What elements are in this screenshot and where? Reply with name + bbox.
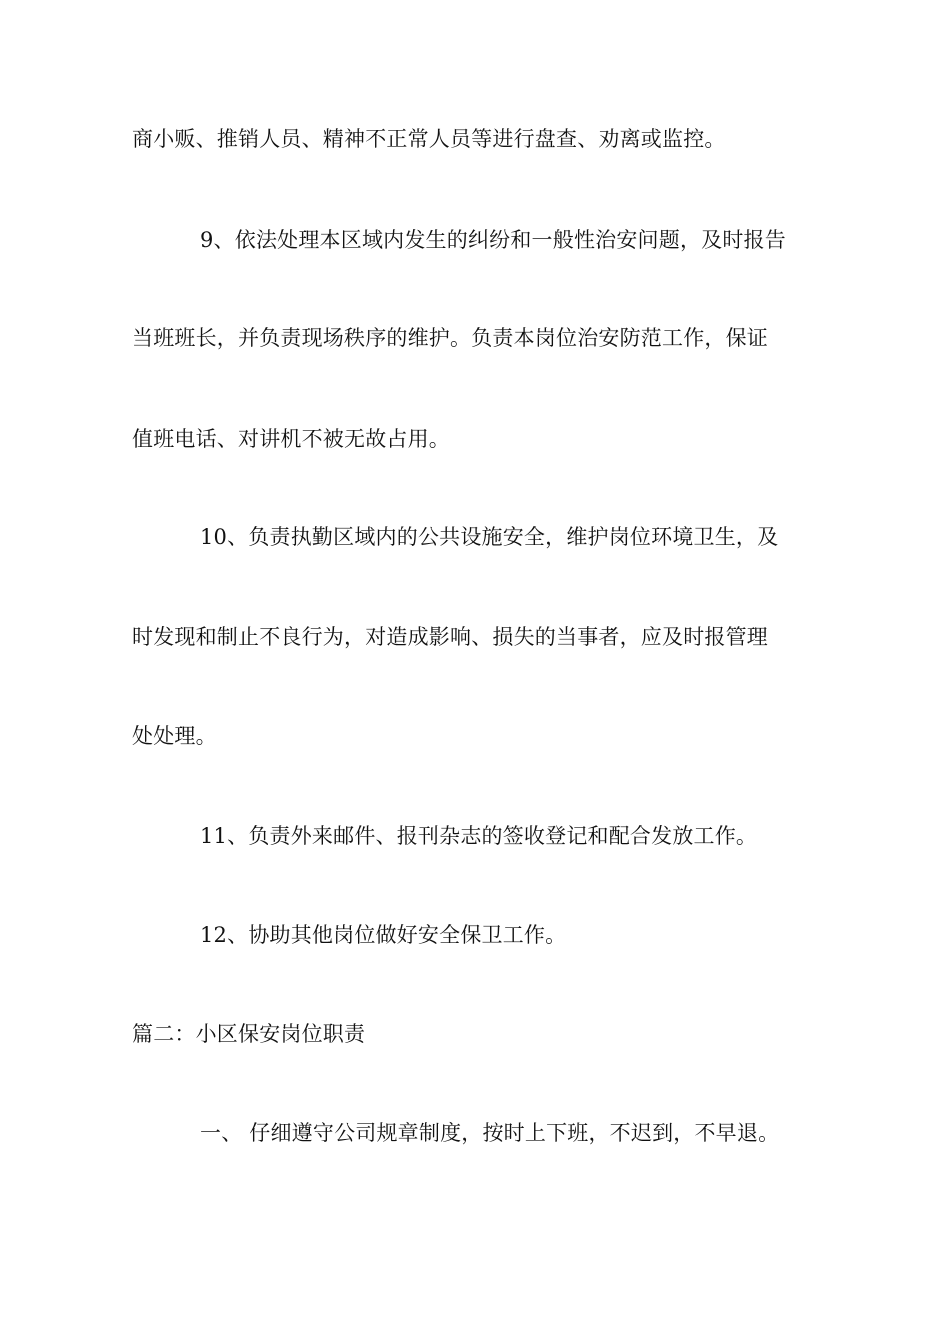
section-heading: 篇二：小区保安岗位职责 bbox=[132, 1022, 366, 1046]
text-line: 值班电话、对讲机不被无故占用。 bbox=[132, 427, 450, 451]
text-line: 商小贩、推销人员、精神不正常人员等进行盘查、劝离或监控。 bbox=[132, 127, 726, 151]
text-line: 当班班长，并负责现场秩序的维护。负责本岗位治安防范工作，保证 bbox=[132, 326, 768, 350]
text-line: 12、协助其他岗位做好安全保卫工作。 bbox=[200, 923, 567, 947]
text-line: 9、依法处理本区域内发生的纠纷和一般性治安问题，及时报告 bbox=[200, 228, 786, 252]
text-line: 处处理。 bbox=[132, 724, 217, 748]
text-line: 时发现和制止不良行为，对造成影响、损失的当事者，应及时报管理 bbox=[132, 625, 768, 649]
text-line: 10、负责执勤区域内的公共设施安全，维护岗位环境卫生，及 bbox=[200, 525, 779, 549]
text-line: 一、 仔细遵守公司规章制度，按时上下班，不迟到，不早退。 bbox=[200, 1121, 780, 1145]
text-line: 11、负责外来邮件、报刊杂志的签收登记和配合发放工作。 bbox=[200, 824, 758, 848]
